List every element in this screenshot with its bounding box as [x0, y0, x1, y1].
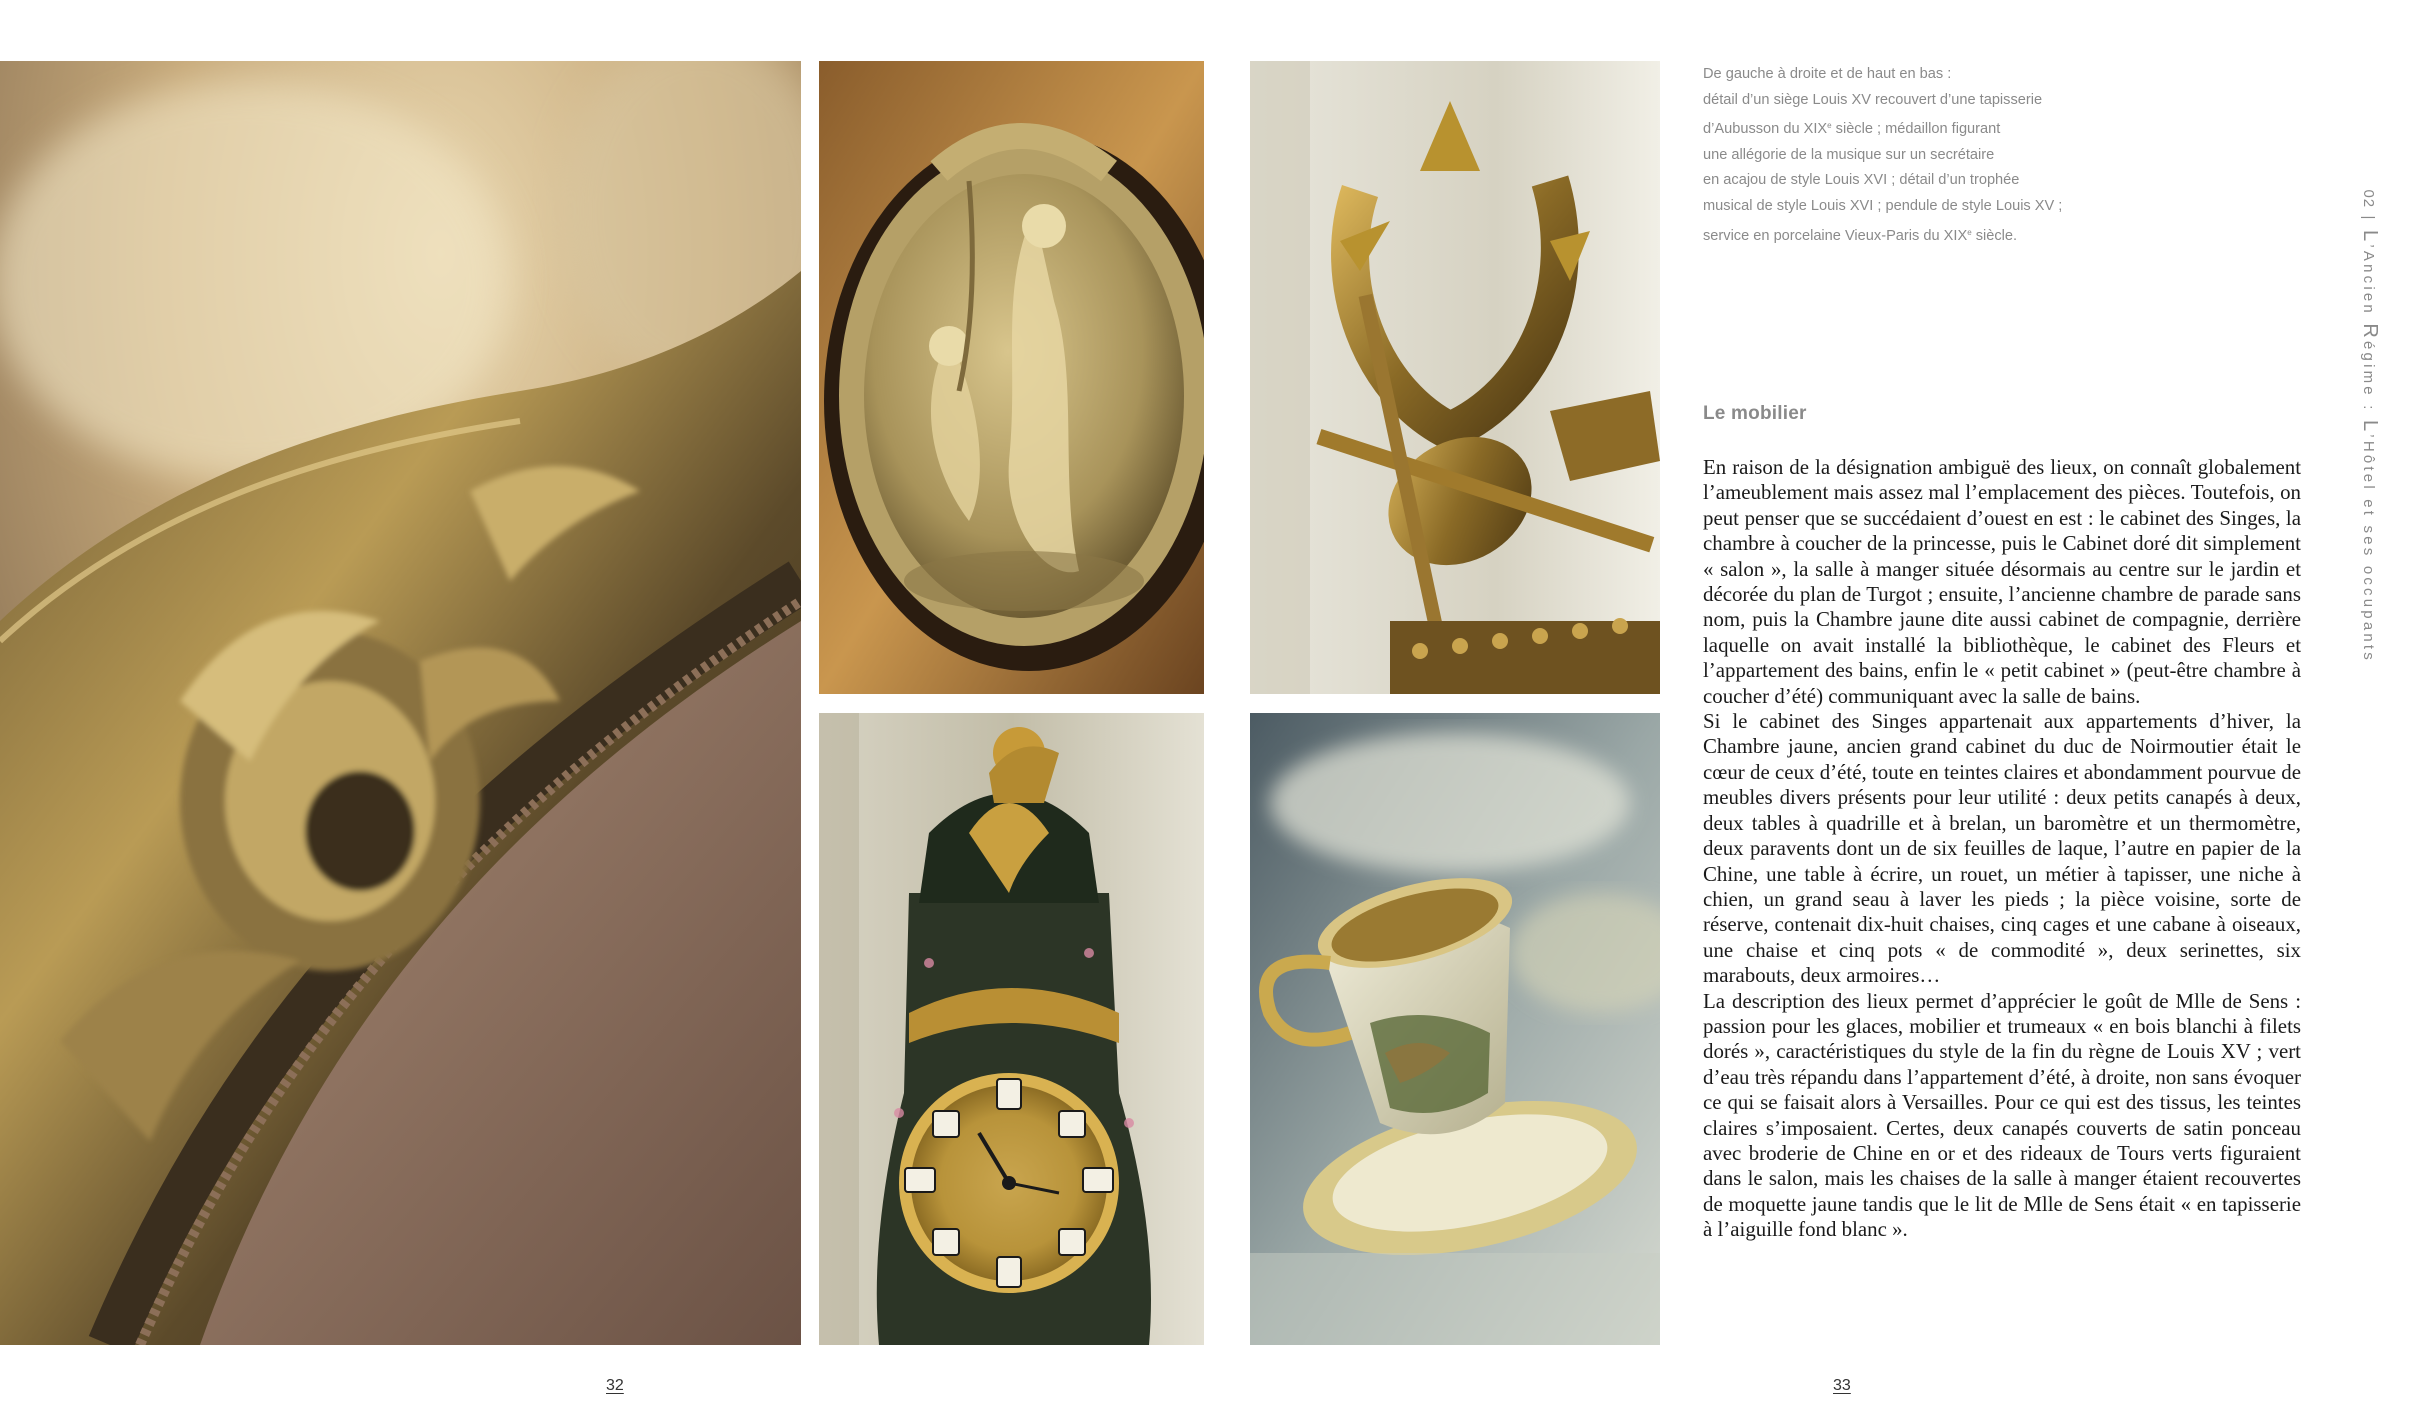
pendulum-clock-image	[819, 713, 1204, 1345]
page-number-left: 32	[606, 1377, 624, 1394]
running-head	[2358, 68, 2382, 663]
running-head-initial: R	[2359, 323, 2381, 341]
photo-chair-detail	[0, 61, 801, 1345]
caption-line	[1703, 220, 2123, 250]
caption-text: service en porcelaine Vieux-Paris du XIX	[1703, 227, 1968, 244]
caption-text: d’Aubusson du XIX	[1703, 121, 1828, 138]
caption-superscript: e	[1827, 121, 1832, 131]
photo-musical-trophy	[1250, 61, 1660, 694]
photo-porcelain-cup	[1250, 713, 1660, 1345]
caption-text: siècle ; médaillon figurant	[1831, 121, 2001, 138]
chapter-number: 02	[2360, 189, 2377, 209]
running-head-colon: :	[2360, 405, 2377, 413]
porcelain-cup-image	[1250, 713, 1660, 1345]
caption-text: siècle.	[1971, 227, 2018, 244]
caption-superscript: e	[1967, 227, 1972, 237]
photo-pendulum-clock	[819, 713, 1204, 1345]
medallion-image	[819, 61, 1204, 694]
caption-line: De gauche à droite et de haut en bas :	[1703, 66, 1952, 82]
running-head-text: ’H	[2360, 434, 2377, 455]
body-paragraph: En raison de la désignation ambiguë des lieux, on connaît globalement l’ameublement mais assez mal l’emplacement des pièces. Toutefois, on peut penser que se succédaient d’ouest en est : le cabinet des Singes, la chambre à coucher de la princesse, puis le Cabinet doré dit simplement « salon », la salle à manger située désormais au centre sur le jardin et décorée du plan de Turgot ; ensuite, l’ancienne chambre de parade sans nom, puis la Chambre jaune dite aussi cabinet de compagnie, derrière laquelle on avait installé la bibliothèque, le cabinet des Fleurs et l’appartement des bains, enfin le « petit cabinet » (peut-être chambre à coucher d’été) communiquant avec la salle de bains.	[1703, 455, 2301, 708]
running-head-text: égime	[2360, 340, 2377, 398]
musical-trophy-image	[1250, 61, 1660, 694]
running-head-initial: L	[2359, 419, 2381, 435]
caption-line: musical de style Louis XVI ; pendule de style Louis XV ;	[1703, 197, 2063, 214]
caption-line: une allégorie de la musique sur un secrétaire	[1703, 146, 1995, 163]
running-head-text: ôtel et ses occupants	[2360, 454, 2377, 663]
separator: |	[2360, 215, 2377, 223]
photo-caption	[1703, 62, 2123, 249]
caption-line	[1703, 113, 2123, 143]
chair-detail-image	[0, 61, 801, 1345]
body-paragraph: La description des lieux permet d’apprécier le goût de Mlle de Sens : passion pour les glaces, mobilier et trumeaux « en bois blanchi à filets dorés », caractéristiques du style de la fin du règne de Louis XV ; vert d’eau très répandu dans l’appartement d’été, à droite, non sans évoquer ce qui se faisait alors à Versailles. Pour ce qui est des tissus, les teintes claires s’imposaient. Certes, deux canapés couverts de satin ponceau avec broderie de Chine en or et des rideaux de Tours verts figuraient dans le salon, mais les chaises de la salle à manger étaient recouvertes de moquette jaune tandis que le lit de Mlle de Sens était « en tapisserie à l’aiguille fond blanc ».	[1703, 988, 2301, 1242]
caption-line: détail d’un siège Louis XV recouvert d’une tapisserie	[1703, 91, 2043, 108]
running-head-text: ncien	[2360, 264, 2377, 316]
running-head-text: ’A	[2360, 244, 2377, 265]
caption-line: en acajou de style Louis XVI ; détail d’un trophée	[1703, 172, 2020, 189]
body-text	[1703, 455, 2301, 1243]
running-head-initial: L	[2359, 230, 2381, 245]
section-title: Le mobilier	[1703, 403, 1807, 424]
photo-allegory-medallion	[819, 61, 1204, 694]
page-number-right: 33	[1833, 1377, 1851, 1394]
body-paragraph: Si le cabinet des Singes appartenait aux appartements d’hiver, la Chambre jaune, ancien grand cabinet du duc de Noirmoutier était le cœur de ceux d’été, toute en teintes claires et abondamment pourvue de meubles divers présents pour leur utilité : deux petits canapés à deux, deux tables à quadrille et à brelan, un baromètre et un thermomètre, deux paravents dont un de six feuilles de laque, l’autre en papier de la Chine, une table à écrire, un rouet, un métier à tapisser, une niche à chien, un grand seau à laver les pieds ; la pièce voisine, sorte de réserve, contenait dix-huit chaises, cinq cages et une cabane à oiseaux, une chaise et cinq pots « de commodité », deux serinettes, six marabouts, deux armoires…	[1703, 709, 2301, 988]
